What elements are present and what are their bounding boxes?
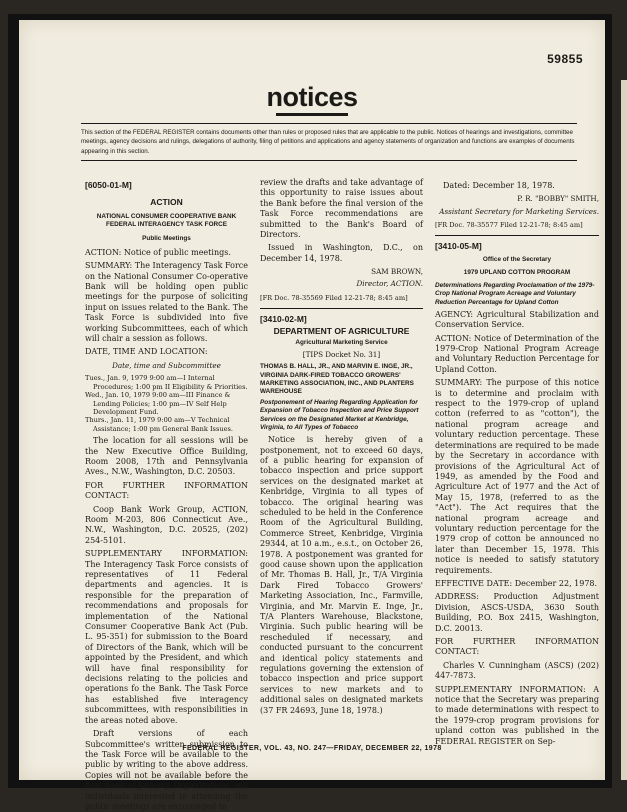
agency-heading: ACTION (150, 197, 183, 207)
subject-heading: Postponement of Hearing Regarding Application for Expansion of Tobacco Inspection and Price Support Services on the Designated Market at Kenbridge, Virginia, to All Types of Tobacco (260, 399, 419, 431)
divider (435, 235, 599, 236)
supplementary-paragraph: SUPPLEMENTARY INFORMATION: The Interagency Task Force consists of representatives of 11 Federal departments and agencies. It is responsible for the preparation of recommendations and proposals for implementation of the National Consumer Cooperative Bank Act (Pub. L. 95-351) for submission to the Board of Directors of the Bank, which will be appointed by the President, and which will have final responsibility for decisions relating to the policies and operations fo the Bank. The Task Force has established five interagency subcommittees, with responsibilities in the areas noted above. (85, 549, 248, 725)
schedule-item: Thurs., Jan. 11, 1979 9:00 am—V Technical Assistance; 1:00 pm General Bank Issues. (85, 416, 233, 433)
page-edge (621, 80, 627, 780)
action-line: ACTION: Notice of Determination of the 1979-Crop National Program Acreage and Voluntary Reduction Percentage for Upland Cotton. (435, 333, 599, 374)
supplementary-paragraph: Draft versions of each Subcommittee's written submission to the Task Force will be available to the public by writing to the above address. Copies will not be available before the first week of January. Organizations and individuals interested in attending the public meetings are encouraged to (85, 729, 248, 811)
page-number: 59855 (547, 52, 583, 66)
agency-line: AGENCY: Agricultural Stabilization and Conservation Service. (435, 309, 599, 330)
signer-name: P. R. "BOBBY" SMITH, (517, 194, 599, 204)
summary-paragraph: SUMMARY: The purpose of this notice is to determine and proclaim with respect to the 1979-crop of upland cotton (referred to as "cotton"), the national program acreage and voluntary reduction percentage. These determinations are required to be made by the Secretary in accordance with provisions of the Agricultural Act of 1949, as amended by the Food and Agriculture Act of 1977 and the Act of May 15, 1978, (referred to as the "Act"). The Act requires that the national program acreage and voluntary reduction percentage for the 1979 crop of cotton be announced no later than December 15, 1978. This notice is needed to satisfy statutory requirements. (435, 378, 599, 575)
dated-line: Dated: December 18, 1978. (443, 181, 555, 190)
divider (260, 308, 423, 309)
fr-doc-line: [FR Doc. 78-35577 Filed 12-21-78; 8:45 am] (435, 220, 583, 229)
signer-name: SAM BROWN, (371, 267, 423, 277)
column-1 (85, 178, 248, 812)
doc-code: [3410-05-M] (435, 241, 482, 252)
notice-body: Notice is hereby given of a postponement, not to exceed 60 days, of a public hearing for expansion of tobacco inspection and price support services on the designated market at Kenbridge, Virginia to all types of tobacco. The original hearing was scheduled to be held in the Conference Room of the Agricultural Building, Commerce Street, Kenbridge, Virginia 29344, at 10 a.m., e.s.t., on October 26, 1978. A postponement was granted for good cause shown upon the application of Mr. Thomas B. Hall, Jr., T/A Virginia Dark Fired Tobacco Growers' Marketing Association, Inc., Farmville, Virginia, and Mr. Marvin E. Inge, Jr., T/A Planters Warehouse, Blackstone, Virginia. Such public hearing will be rescheduled if necessary, and conducted pursuant to the concurrent and identical policy statements and regulations governing the extension of tobacco inspection and price support services to new markets and to additional sales on designated markets (37 FR 24693, June 18, 1978.) (260, 435, 423, 715)
contact-label: FOR FURTHER INFORMATION CONTACT: (85, 480, 248, 501)
sub-agency: Agricultural Marketing Service (295, 339, 388, 347)
column-2 (260, 178, 423, 716)
date-label: DATE, TIME AND LOCATION: (85, 347, 208, 357)
issued-line: Issued in Washington, D.C., on December 14, 1978. (260, 243, 423, 263)
intro-top-rule (81, 123, 577, 124)
document-page (19, 20, 605, 811)
contact-details: Charles V. Cunningham (ASCS) (202) 447-7873. (435, 660, 599, 681)
parties-heading: THOMAS B. HALL, JR., AND MARVIN E. INGE, JR., VIRGINIA DARK-FIRED TOBACCO GROWERS' MARKETING ASSOCIATION, INC., AND PLANTERS WAREHOUSE (260, 363, 414, 396)
supplementary-paragraph: SUPPLEMENTARY INFORMATION: A notice that the Secretary was preparing to made determinations with respect to the 1979-crop program provisions for upland cotton was published in the FEDERAL REGISTER on Sep- (435, 684, 599, 746)
docket-number: [TIPS Docket No. 31] (302, 350, 381, 360)
doc-code: [3410-02-M] (260, 314, 307, 325)
sub-agency: NATIONAL CONSUMER COOPERATIVE BANK FEDERAL INTERAGENCY TASK FORCE (96, 213, 237, 229)
contact-details: Coop Bank Work Group, ACTION, Room M-203, 806 Connecticut Ave., N.W., Washington, D.C. 20525, (202) 254-5101. (85, 504, 248, 545)
office-heading: Office of the Secretary (482, 256, 552, 264)
location-paragraph: The location for all sessions will be the New Executive Office Building, Room 2008, 17th and Pennsylvania Aves., N.W., Washington, D.C. 20503. (85, 436, 248, 477)
intro-bottom-rule (81, 160, 577, 161)
signer-title: Assistant Secretary for Marketing Services. (439, 206, 599, 216)
schedule-item: Wed., Jan. 10, 1979 9:00 am—III Finance & Lending Policies; 1:00 pm—IV Self Help Development Fund. (85, 391, 231, 416)
supplementary-continued: review the drafts and take advantage of this opportunity to raise issues about the Bank before the final version of the Task Force recommendations are submitted to the Bank's Board of Directors. (260, 178, 423, 240)
summary-paragraph: SUMMARY: The Interagency Task Force on the National Consumer Co-operative Bank will be holding open public meetings for the purpose of soliciting input on issues related to the Bank. The Task Force is subdivided into five working Subcommittees, each of which will chair a session as follows. (85, 261, 248, 344)
program-heading: 1979 UPLAND COTTON PROGRAM (463, 269, 571, 277)
fr-doc-line: [FR Doc. 78-35569 Filed 12-21-78; 8:45 am] (260, 293, 408, 302)
section-masthead: notices (19, 82, 605, 116)
section-intro: This section of the FEDERAL REGISTER contains documents other than rules or proposed rules that are applicable to the public. Notices of hearings and investigations, committee meetings, agency decisions and rulings, delegations of authority, filing of petitions and applications and agency statements of organization and functions are examples of documents appearing in this section. (81, 129, 575, 155)
date-subheading: Date, time and Subcommittee (112, 360, 221, 370)
page-footer: FEDERAL REGISTER, VOL. 43, NO. 247—FRIDAY, DECEMBER 22, 1978 (182, 745, 442, 752)
schedule-item: Tues., Jan. 9, 1979 9:00 am—I Internal Procedures; 1:00 pm II Eligibility & Priorities. (85, 374, 248, 391)
contact-label: FOR FURTHER INFORMATION CONTACT: (435, 637, 599, 657)
address-line: ADDRESS: Production Adjustment Division, ASCS-USDA, 3630 South Building, P.O. Box 2415, Washington, D.C. 20013. (435, 592, 599, 633)
column-3 (435, 178, 599, 747)
effective-date: EFFECTIVE DATE: December 22, 1978. (435, 578, 598, 588)
subject-heading: Determinations Regarding Proclamation of the 1979-Crop National Program Acreage and Voluntary Reduction Percentage for Upland Cotton (435, 282, 595, 306)
agency-heading: DEPARTMENT OF AGRICULTURE (273, 326, 410, 337)
doc-code: [6050-01-M] (85, 180, 132, 190)
subject-heading: Public Meetings (142, 234, 191, 242)
signer-title: Director, ACTION. (356, 279, 423, 289)
action-line: ACTION: Notice of public meetings. (85, 247, 231, 257)
